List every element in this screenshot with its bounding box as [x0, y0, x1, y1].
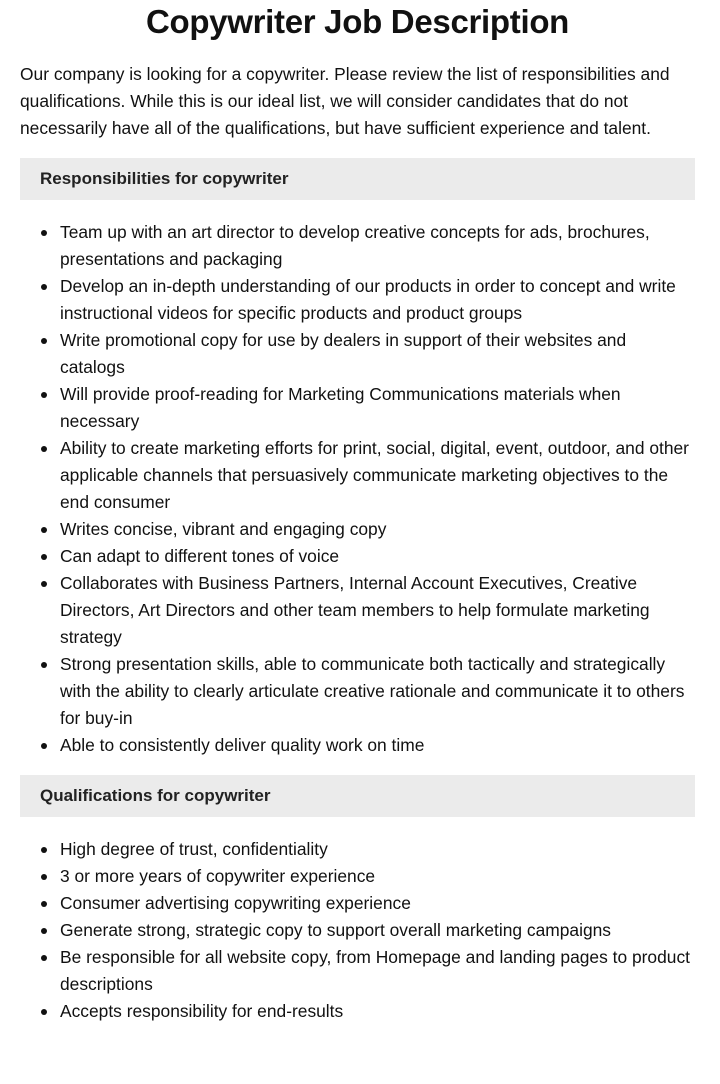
list-item: Collaborates with Business Partners, Internal Account Executives, Creative Directors, Art Directors and other team members to help formulate marketing strategy — [20, 570, 695, 651]
list-item: High degree of trust, confidentiality — [20, 836, 695, 863]
bullet-icon — [41, 901, 47, 907]
list-item: Able to consistently deliver quality work on time — [20, 732, 695, 759]
bullet-icon — [41, 662, 47, 668]
qualifications-list — [20, 836, 695, 1025]
list-item: Ability to create marketing efforts for print, social, digital, event, outdoor, and other applicable channels that persuasively communicate marketing objectives to the end consumer — [20, 435, 695, 516]
bullet-icon — [41, 284, 47, 290]
list-item: Will provide proof-reading for Marketing Communications materials when necessary — [20, 381, 695, 435]
responsibilities-header: Responsibilities for copywriter — [20, 158, 695, 200]
responsibilities-list — [20, 219, 695, 759]
list-item: Develop an in-depth understanding of our products in order to concept and write instructional videos for specific products and product groups — [20, 273, 695, 327]
bullet-icon — [41, 743, 47, 749]
list-item: Generate strong, strategic copy to support overall marketing campaigns — [20, 917, 695, 944]
list-item: Consumer advertising copywriting experience — [20, 890, 695, 917]
list-item: Team up with an art director to develop creative concepts for ads, brochures, presentations and packaging — [20, 219, 695, 273]
bullet-icon — [41, 874, 47, 880]
bullet-icon — [41, 527, 47, 533]
page-title: Copywriter Job Description — [145, 3, 570, 40]
bullet-icon — [41, 847, 47, 853]
bullet-icon — [41, 955, 47, 961]
bullet-icon — [41, 446, 47, 452]
list-item: Writes concise, vibrant and engaging copy — [20, 516, 695, 543]
qualifications-header: Qualifications for copywriter — [20, 775, 695, 817]
list-item: Accepts responsibility for end-results — [20, 998, 695, 1025]
list-item: Strong presentation skills, able to communicate both tactically and strategically with the ability to clearly articulate creative rationale and communicate it to others for buy-in — [20, 651, 695, 732]
bullet-icon — [41, 392, 47, 398]
bullet-icon — [41, 581, 47, 587]
bullet-icon — [41, 230, 47, 236]
list-item: Write promotional copy for use by dealers in support of their websites and catalogs — [20, 327, 695, 381]
bullet-icon — [41, 928, 47, 934]
list-item: 3 or more years of copywriter experience — [20, 863, 695, 890]
intro-paragraph: Our company is looking for a copywriter. Please review the list of responsibilities and qualifications. While this is our ideal list, we will consider candidates that do not necessarily have all of the qualifications, but have sufficient experience and talent. — [20, 64, 670, 138]
bullet-icon — [41, 1009, 47, 1015]
list-item: Can adapt to different tones of voice — [20, 543, 695, 570]
list-item: Be responsible for all website copy, from Homepage and landing pages to product descriptions — [20, 944, 695, 998]
bullet-icon — [41, 338, 47, 344]
bullet-icon — [41, 554, 47, 560]
